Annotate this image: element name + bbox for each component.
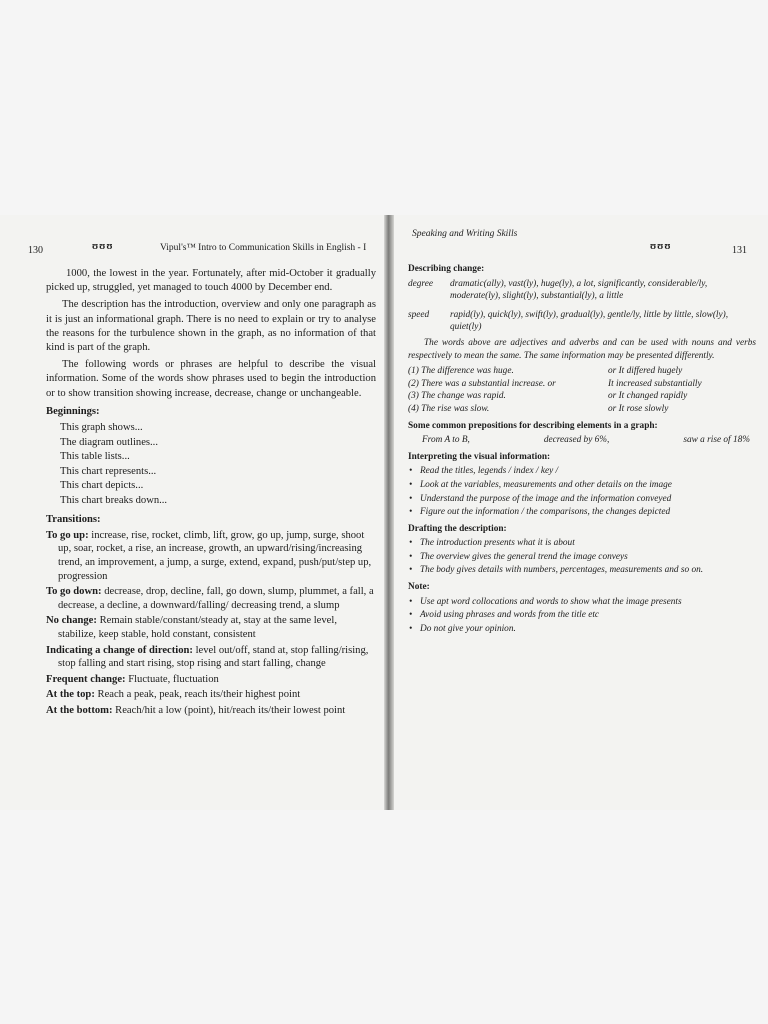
list-item: This chart breaks down... (60, 495, 168, 506)
prepositions-heading: Some common prepositions for describing elements in a graph: (408, 420, 658, 431)
list-item (46, 529, 376, 583)
preposition-example: From A to B, (422, 435, 470, 446)
interpreting-heading: Interpreting the visual information: (408, 451, 551, 462)
list-item: • Use apt word collocations and words to show what the image presents (408, 596, 756, 609)
transition-text: increase, rise, rocket, climb, lift, grow, go up, jump, surge, shoot up, soar, rocket, a rise, an increase, growth, an upward/rising/increasing trend, an improvement, a jump, a surge, extend, expand, push/put/step up, progression (58, 529, 372, 582)
transition-label: Indicating a change of direction: (46, 644, 193, 656)
transition-label: At the bottom: (46, 704, 113, 716)
example-sentence: (1) The difference was huge. (408, 366, 514, 377)
running-head: Vipul's™ Intro to Communication Skills in English - I (160, 243, 367, 253)
list-item: • The body gives details with numbers, percentages, measurements and so on. (408, 564, 756, 577)
transitions-list (46, 529, 376, 718)
list-item: • Read the titles, legends / index / key / (408, 465, 756, 478)
example-alternative: It increased substantially (608, 378, 702, 389)
list-item: • Figure out the information / the comparisons, the changes depicted (408, 506, 756, 519)
transition-text: Reach a peak, peak, reach its/their highest point (97, 689, 301, 701)
speed-label: speed (408, 309, 430, 320)
speed-row (408, 309, 756, 334)
preposition-example: decreased by 6%, (543, 435, 610, 446)
transition-text: level out/off, stand at, stop falling/rising, stop falling and start rising, stop rising and start falling, change (58, 644, 369, 670)
right-page-text (408, 259, 756, 636)
notes-heading: Note: (408, 582, 430, 593)
example-alternative: or It rose slowly (608, 403, 669, 414)
drafting-heading: Drafting the description: (408, 523, 507, 534)
transition-label: At the top: (46, 689, 95, 701)
transition-label: To go up: (46, 529, 89, 541)
preposition-example: saw a rise of 18% (683, 435, 750, 446)
list-item: • The overview gives the general trend the image conveys (408, 551, 756, 564)
list-item (408, 390, 756, 403)
list-item: This chart depicts... (60, 480, 144, 492)
list-item (408, 403, 756, 416)
list-item: • Look at the variables, measurements and other details on the image (408, 479, 756, 492)
example-sentence: (4) The rise was slow. (408, 403, 490, 414)
list-item (46, 614, 376, 641)
degree-label: degree (408, 278, 433, 289)
list-item: • Understand the purpose of the image and the information conveyed (408, 493, 756, 506)
list-item (46, 585, 376, 612)
transition-label: To go down: (46, 586, 102, 598)
running-head: Speaking and Writing Skills (412, 229, 518, 239)
book-gutter (384, 215, 394, 810)
list-item (408, 378, 756, 391)
examples-list (408, 365, 756, 415)
list-item: This table lists... (60, 451, 130, 463)
adjectives-paragraph: The words above are adjectives and adverbs and can be used with nouns and verbs respectively to mean the same. The same information may be presented differently. (408, 337, 756, 361)
paragraph-description: The description has the introduction, overview and only one paragraph as it is just an informational graph. There is no need to explain or try to analyse the reasons for the turbulence shown in the graph, as no information of that kind is part of the graph. (46, 299, 376, 354)
list-item (46, 688, 376, 702)
list-item: • Do not give your opinion. (408, 623, 756, 636)
continuation-paragraph: 1000, the lowest in the year. Fortunately, after mid-October it gradually picked up, struggled, yet managed to touch 4000 by December end. (46, 268, 376, 294)
list-item (46, 673, 376, 687)
header-logo: ʊʊʊ (92, 241, 114, 252)
paragraph-words: The following words or phrases are helpful to describe the visual information. Some of the words show phrases used to begin the introduction or to show transition showing increase, decrease, change or unchangeable. (46, 359, 376, 399)
degree-row (408, 278, 756, 303)
header-logo: ʊʊʊ (650, 241, 672, 252)
transition-text: Remain stable/constant/steady at, stay at the same level, stabilize, keep stable, hold constant, consistent (58, 615, 337, 640)
example-alternative: or It differed hugely (608, 366, 683, 377)
beginnings-list (46, 421, 376, 509)
book-spread (0, 215, 768, 810)
drafting-list (408, 537, 756, 577)
beginnings-heading: Beginnings: (46, 405, 100, 417)
prepositions-row (408, 434, 756, 447)
notes-list (408, 596, 756, 636)
list-item: This graph shows... (60, 422, 143, 434)
interpreting-list (408, 465, 756, 518)
example-alternative: or It changed rapidly (608, 391, 688, 402)
list-item: This chart represents... (60, 465, 157, 477)
speed-text: rapid(ly), quick(ly), swift(ly), gradual(ly), gentle/ly, little by little, slow(ly), quiet(ly) (450, 309, 729, 333)
describing-change-heading: Describing change: (408, 264, 485, 274)
left-page (0, 215, 384, 810)
left-page-text (46, 267, 376, 720)
right-page (394, 215, 768, 810)
list-item (46, 704, 376, 718)
transition-label: Frequent change: (46, 673, 126, 685)
example-sentence: (2) There was a substantial increase. or (408, 378, 556, 389)
transition-text: Reach/hit a low (point), hit/reach its/their lowest point (115, 704, 346, 716)
list-item (408, 365, 756, 378)
transition-label: No change: (46, 615, 97, 627)
transition-text: decrease, drop, decline, fall, go down, slump, plummet, a fall, a decrease, a decline, a downward/falling/ decreasing trend, a slump (58, 586, 374, 611)
page-number: 130 (28, 245, 43, 256)
list-item: • The introduction presents what it is about (408, 537, 756, 550)
list-item: • Avoid using phrases and words from the title etc (408, 609, 756, 622)
list-item (46, 644, 376, 671)
degree-text: dramatic(ally), vast(ly), huge(ly), a lot, significantly, considerable/ly, moderate(ly), slight(ly), substantial(ly), a little (450, 278, 708, 302)
transitions-heading: Transitions: (46, 513, 101, 525)
page-number: 131 (732, 245, 747, 256)
transition-text: Fluctuate, fluctuation (128, 673, 219, 685)
list-item: The diagram outlines... (60, 436, 158, 448)
example-sentence: (3) The change was rapid. (408, 391, 506, 402)
